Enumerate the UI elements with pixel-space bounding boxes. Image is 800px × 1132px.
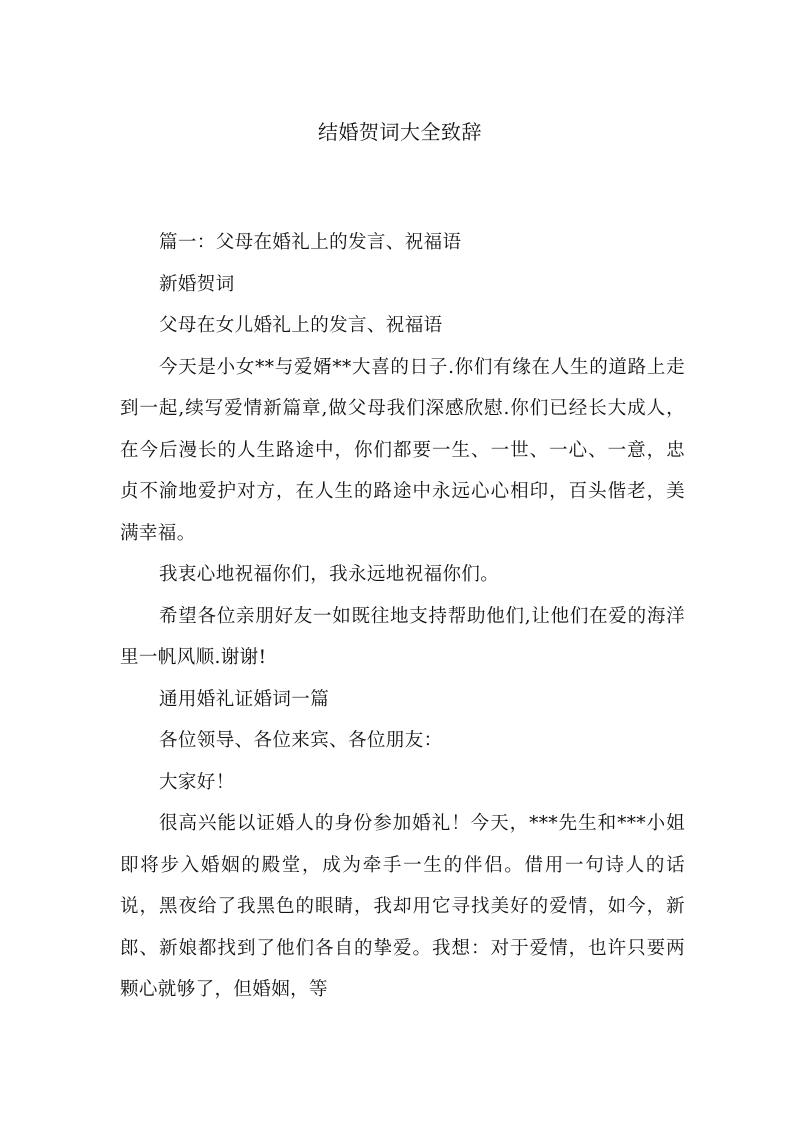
paragraph-speech-heading: 通用婚礼证婚词一篇 (159, 688, 330, 710)
document-title: 结婚贺词大全致辞 (318, 120, 482, 144)
paragraph-subheading: 新婚贺词 (159, 273, 235, 295)
paragraph-subtitle: 父母在女儿婚礼上的发言、祝福语 (159, 315, 443, 336)
paragraph-thanks: 希望各位亲朋好友一如既往地支持帮助他们,让他们在爱的海洋里一帆风顺.谢谢! (120, 605, 685, 668)
paragraph-wishes: 我衷心地祝福你们，我永远地祝福你们。 (159, 564, 500, 585)
paragraph-speech-text: 很高兴能以证婚人的身份参加婚礼！今天，***先生和***小姐即将步入婚姻的殿堂，成为牵手一生的伴侣。借用一句诗人的话说，黑夜给了我黑色的眼睛，我却用它寻找美好的爱情，如今，新郎、新娘都找到了他们各自的挚爱。我想：对于爱情，也许只要两颗心就够了，但婚姻，等 (120, 813, 685, 1000)
paragraph-greeting: 大家好！ (159, 771, 235, 793)
paragraph-blessing-text: 今天是小女**与爱婿**大喜的日子.你们有缘在人生的道路上走到一起,续写爱情新篇章,做父母我们深感欣慰.你们已经长大成人，在今后漫长的人生路途中，你们都要一生、一世、一心、一意，忠贞不渝地爱护对方，在人生的路途中永远心心相印，百头偕老，美满幸福。 (120, 356, 685, 544)
document-body (120, 222, 685, 1011)
paragraph-salutation: 各位领导、各位来宾、各位朋友： (159, 730, 443, 751)
paragraph-section-heading: 篇一：父母在婚礼上的发言、祝福语 (159, 232, 462, 253)
